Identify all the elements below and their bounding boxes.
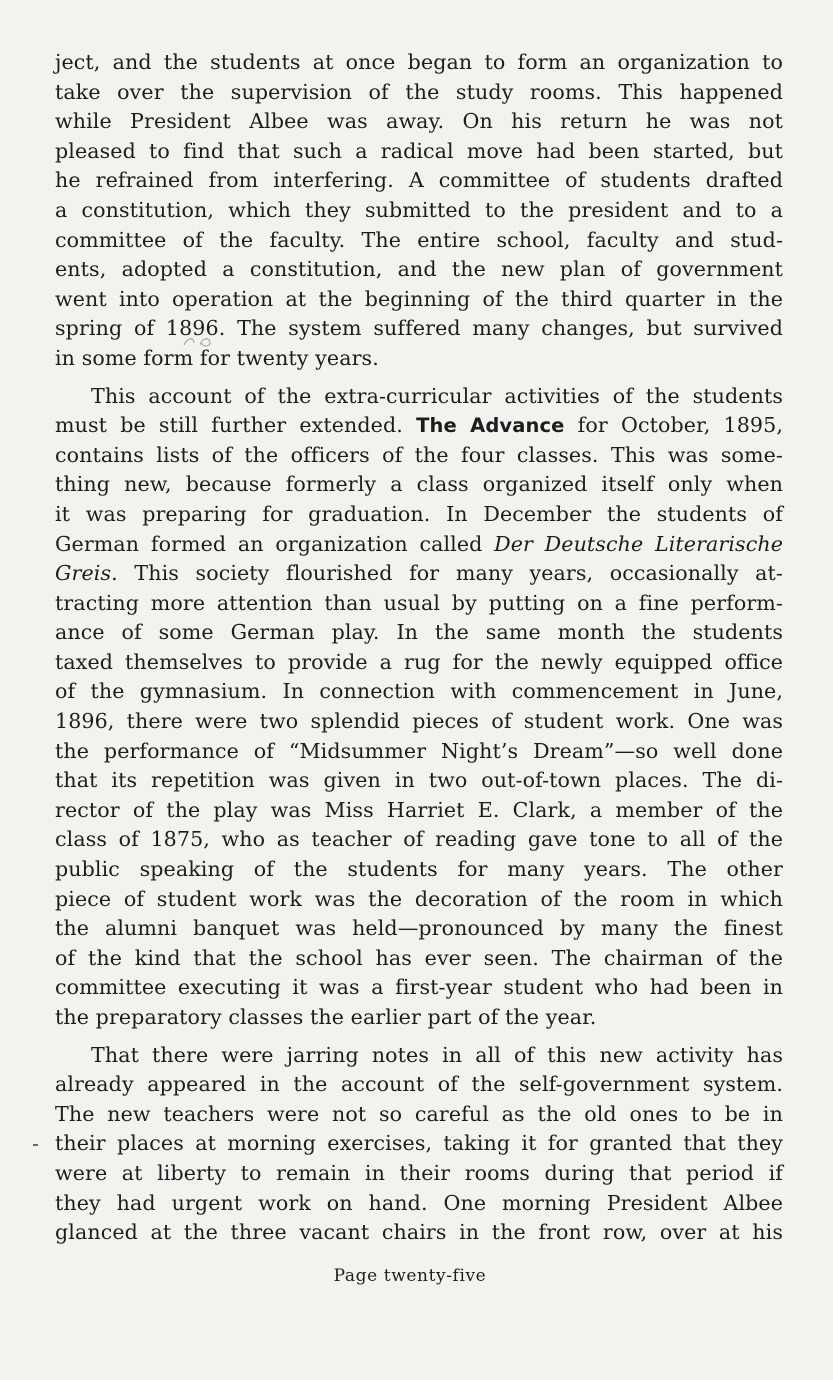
text-line: were at liberty to remain in their rooms during that period if [55, 1160, 783, 1185]
paragraph-3 [55, 1041, 783, 1248]
society-name: Der Deutsche Literarische [494, 531, 783, 556]
text-line: of the kind that the school has ever seen. The chairman of the [55, 945, 783, 970]
text-line: the performance of “Midsummer Night’s Dream”—so well done [55, 738, 783, 763]
text-line: the alumni banquet was held—pronounced by many the finest [55, 916, 783, 941]
text-line: That there were jarring notes in all of this new activity has [91, 1042, 783, 1067]
text-line: he refrained from interfering. A committee of students drafted [55, 168, 783, 193]
text-line: taxed themselves to provide a rug for the newly equipped office [55, 649, 783, 674]
text-line: This account of the extra-curricular activities of the students [91, 383, 783, 408]
text-line: ject, and the students at once began to form an organization to [55, 50, 783, 74]
margin-mark [33, 1144, 38, 1146]
text-line: rector of the play was Miss Harriet E. Clark, a member of the [55, 797, 783, 822]
text-line: piece of student work was the decoration of the room in which [55, 886, 783, 911]
text-line: a constitution, which they submitted to the president and to a [55, 197, 783, 222]
text-line: The new teachers were not so careful as the old ones to be in [55, 1101, 783, 1126]
text-line: public speaking of the students for many years. The other [55, 857, 783, 882]
text-line: that its repetition was given in two out-of-town places. The di- [55, 768, 783, 793]
text-line: of the gymnasium. In connection with commencement in June, [55, 679, 783, 704]
text-line: ance of some German play. In the same month the students [55, 620, 783, 645]
text-line: pleased to find that such a radical move had been started, but [55, 138, 783, 163]
text-line: already appeared in the account of the self-government system. [55, 1072, 783, 1097]
text-line: they had urgent work on hand. One morning President Albee [55, 1190, 783, 1215]
text-segment: German formed an organization called [55, 531, 483, 556]
text-line: committee executing it was a first-year student who had been in [55, 975, 783, 1000]
page-number: Page twenty-five [333, 1266, 487, 1286]
text-segment: must be still further extended. [55, 413, 403, 438]
text-line: while President Albee was away. On his return he was not [55, 109, 783, 134]
paragraph-2 [55, 382, 783, 1033]
text-line: their places at morning exercises, taking it for granted that they [55, 1131, 783, 1156]
text-line: went into operation at the beginning of the third quarter in the [55, 286, 783, 311]
text-segment: for October, 1895, [577, 413, 783, 438]
text-line: tracting more attention than usual by putting on a fine perform- [55, 590, 783, 615]
society-name: Greis. [55, 561, 118, 586]
text-line: take over the supervision of the study rooms. This happened [55, 79, 783, 104]
text-line-with-society [55, 530, 783, 560]
text-line: the preparatory classes the earlier part of the year. [55, 1005, 597, 1029]
text-line: glanced at the three vacant chairs in the front row, over at his [55, 1220, 783, 1245]
pencil-mark-icon [180, 333, 220, 349]
body-text [55, 48, 783, 1248]
text-line: committee of the faculty. The entire school, faculty and stud- [55, 227, 783, 252]
publication-name: The Advance [416, 414, 565, 438]
text-line: spring of 1896. The system suffered many changes, but survived [55, 316, 783, 341]
text-line: in some form for twenty years. [55, 345, 379, 370]
text-segment: This society flourished for many years, occasionally at- [134, 561, 783, 586]
text-line: contains lists of the officers of the four classes. This was some- [55, 442, 783, 467]
text-line: ents, adopted a constitution, and the new plan of government [55, 257, 783, 282]
text-line: thing new, because formerly a class organized itself only when [55, 472, 783, 497]
text-line-with-publication [55, 411, 783, 441]
text-line: 1896, there were two splendid pieces of student work. One was [55, 709, 783, 734]
text-line: it was preparing for graduation. In December the students of [55, 501, 783, 526]
text-line: class of 1875, who as teacher of reading gave tone to all of the [55, 827, 783, 852]
paragraph-1 [55, 48, 783, 374]
text-line-with-society [55, 559, 783, 589]
